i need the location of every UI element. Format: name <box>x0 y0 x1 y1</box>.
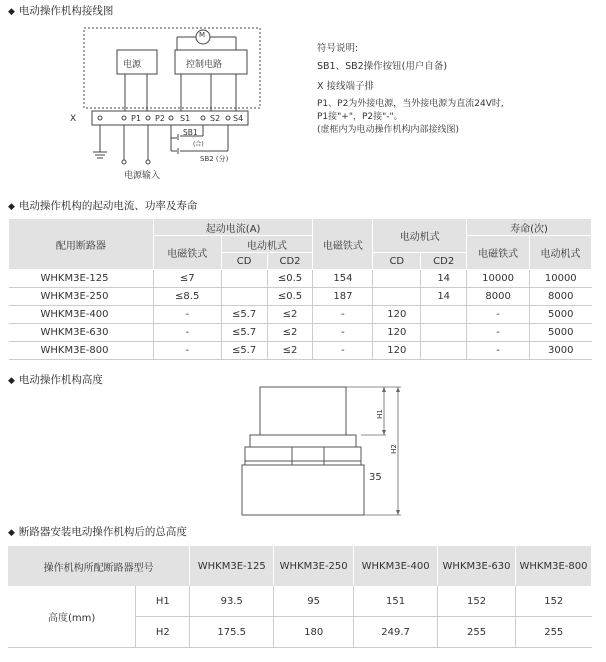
table-cell: - <box>467 342 530 360</box>
breaker-model-cell: WHKM3E-800 <box>9 342 154 360</box>
header-power-motor: 电动机式 <box>373 219 467 253</box>
power-box-label: 电源 <box>123 60 142 70</box>
header-life-motor: 电动机式 <box>530 236 592 270</box>
table-cell: ≤8.5 <box>153 288 221 306</box>
table-cell <box>421 342 467 360</box>
legend-line-1: SB1、SB2操作按钮(用户自备) <box>317 61 448 72</box>
power-input-label: 电源输入 <box>124 171 161 181</box>
header-life: 寿命(次) <box>467 219 592 236</box>
table-cell: 120 <box>373 324 421 342</box>
breaker-model-cell: WHKM3E-125 <box>9 270 154 288</box>
h2-value: 249.7 <box>354 617 438 648</box>
table-cell: - <box>153 324 221 342</box>
start-current-table <box>8 218 592 360</box>
total-height-table <box>8 546 592 648</box>
table-row <box>9 288 592 306</box>
section-title-text: 电动操作机构接线图 <box>18 5 114 17</box>
h1-value: 152 <box>516 586 592 617</box>
section-title-text: 断路器安装电动操作机构后的总高度 <box>18 526 187 538</box>
legend-line-2: X 接线端子排 <box>317 81 375 92</box>
table-cell: 10000 <box>530 270 592 288</box>
legend-title: 符号说明: <box>317 43 359 54</box>
table-cell: ≤0.5 <box>267 270 313 288</box>
terminal-s2: S2 <box>210 114 221 123</box>
model-400: WHKM3E-400 <box>354 546 438 586</box>
legend-line-5: (虚框内为电动操作机构内部接线图) <box>317 125 460 135</box>
h2-label: H2 <box>389 444 398 454</box>
model-125: WHKM3E-125 <box>190 546 274 586</box>
table-cell: ≤2 <box>267 324 313 342</box>
table-cell: ≤2 <box>267 342 313 360</box>
sb1-label: SB1 <box>183 128 198 137</box>
table-cell: - <box>313 324 373 342</box>
table-cell <box>421 306 467 324</box>
table-cell: 10000 <box>467 270 530 288</box>
header-breaker: 配用断路器 <box>9 219 154 270</box>
table-cell: - <box>467 306 530 324</box>
header-power-cd2: CD2 <box>421 253 467 270</box>
table-cell: - <box>467 324 530 342</box>
table-cell: 5000 <box>530 306 592 324</box>
diamond-bullet-icon: ◆ <box>8 7 15 17</box>
table-cell: 14 <box>421 270 467 288</box>
table-cell <box>421 324 467 342</box>
table-cell <box>373 270 421 288</box>
terminal-s4: S4 <box>233 114 244 123</box>
diamond-bullet-icon: ◆ <box>8 528 15 538</box>
row-label-h2: H2 <box>136 617 190 648</box>
table-cell: - <box>313 342 373 360</box>
table-cell: 3000 <box>530 342 592 360</box>
section-title-text: 电动操作机构的起动电流、功率及寿命 <box>18 200 198 212</box>
legend-line-4: P1接"+"，P2接"-"。 <box>317 112 403 122</box>
table-cell: ≤0.5 <box>267 288 313 306</box>
h2-value: 175.5 <box>190 617 274 648</box>
table-cell: ≤7 <box>153 270 221 288</box>
sb1-note: (合) <box>193 141 204 148</box>
table-cell: ≤5.7 <box>221 324 267 342</box>
table-cell: ≤5.7 <box>221 306 267 324</box>
mechanism-flange <box>250 435 356 447</box>
header-motor: 电动机式 <box>221 236 313 253</box>
model-250: WHKM3E-250 <box>274 546 354 586</box>
model-630: WHKM3E-630 <box>438 546 516 586</box>
table-cell: - <box>153 306 221 324</box>
breaker-model-cell: WHKM3E-630 <box>9 324 154 342</box>
legend-line-3: P1、P2为外接电源，当外接电源为直流24V时, <box>317 99 504 109</box>
table-cell: 120 <box>373 342 421 360</box>
h2-value: 255 <box>438 617 516 648</box>
table-row <box>9 270 592 288</box>
table-cell: 8000 <box>530 288 592 306</box>
sb2-label: SB2 (分) <box>200 155 229 163</box>
header-magnet: 电磁铁式 <box>153 236 221 270</box>
header-power-cd: CD <box>373 253 421 270</box>
wiring-diagram <box>60 20 310 185</box>
breaker-model-cell: WHKM3E-250 <box>9 288 154 306</box>
row-label-height: 高度(mm) <box>8 586 136 648</box>
model-800: WHKM3E-800 <box>516 546 592 586</box>
section-title-total-height <box>8 524 187 539</box>
h2-value: 255 <box>516 617 592 648</box>
motor-label: M <box>199 31 206 39</box>
table-row <box>9 342 592 360</box>
section-title-wiring <box>8 3 113 18</box>
terminal-p2: P2 <box>155 114 165 123</box>
terminal-strip <box>92 111 248 125</box>
mechanism-top <box>260 387 346 435</box>
control-box-label: 控制电路 <box>186 60 223 70</box>
header-cd2: CD2 <box>267 253 313 270</box>
header-start-current: 起动电流(A) <box>153 219 313 236</box>
h2-value: 180 <box>274 617 354 648</box>
table-cell: - <box>153 342 221 360</box>
table-cell: 154 <box>313 270 373 288</box>
dim-35-label: 35 <box>369 472 382 483</box>
h1-value: 151 <box>354 586 438 617</box>
table-cell: 187 <box>313 288 373 306</box>
table-cell: ≤5.7 <box>221 342 267 360</box>
table-cell: 120 <box>373 306 421 324</box>
table-row <box>9 306 592 324</box>
header-cd: CD <box>221 253 267 270</box>
h1-value: 95 <box>274 586 354 617</box>
header-life-magnet: 电磁铁式 <box>467 236 530 270</box>
terminal-p1: P1 <box>131 114 141 123</box>
table-cell <box>221 270 267 288</box>
breaker-body <box>242 465 364 515</box>
h1-value: 152 <box>438 586 516 617</box>
terminal-s1: S1 <box>180 114 191 123</box>
table-cell <box>373 288 421 306</box>
diamond-bullet-icon: ◆ <box>8 376 15 386</box>
header-model: 操作机构所配断路器型号 <box>8 546 190 586</box>
table-cell: 8000 <box>467 288 530 306</box>
breaker-model-cell: WHKM3E-400 <box>9 306 154 324</box>
section-title-current <box>8 198 197 213</box>
table-cell: 5000 <box>530 324 592 342</box>
header-power-magnet: 电磁铁式 <box>313 219 373 270</box>
h1-value: 93.5 <box>190 586 274 617</box>
diamond-bullet-icon: ◆ <box>8 202 15 212</box>
table-cell: - <box>313 306 373 324</box>
table-row <box>9 324 592 342</box>
h1-label: H1 <box>375 409 384 419</box>
terminal-x-label: X <box>70 114 77 124</box>
section-title-height <box>8 372 103 387</box>
section-title-text: 电动操作机构高度 <box>18 374 103 386</box>
table-cell: ≤2 <box>267 306 313 324</box>
table-cell: 14 <box>421 288 467 306</box>
row-label-h1: H1 <box>136 586 190 617</box>
table-cell <box>221 288 267 306</box>
